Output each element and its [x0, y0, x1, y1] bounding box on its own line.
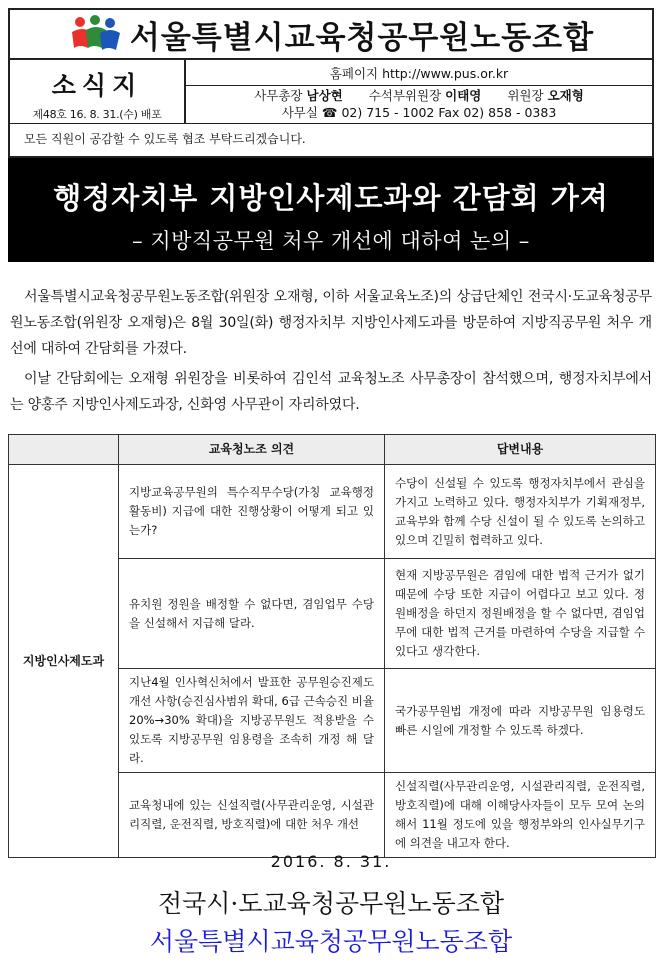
masthead-title-row [10, 10, 652, 60]
opinion-cell: 유치원 정원을 배정할 수 없다면, 겸임업무 수당을 신설해서 지급해 달라. [119, 559, 385, 669]
answer-cell: 현재 지방공무원은 겸임에 대한 법적 근거가 없기 때문에 수당 또한 지급이 어렵다고 보고 있다. 정원배정을 하던지 정원배정을 할 수 없다면, 겸임업무에 대한 법적 근거를 마련하여 수당을 지급할 수 있다고 생각한다. [385, 559, 656, 669]
homepage-link[interactable]: 홈페이지 http://www.pus.or.kr [186, 64, 652, 86]
table-header-answer: 답변내용 [385, 435, 656, 465]
opinion-cell: 교육청내에 있는 신설직렬(사무관리운영, 시설관리직렬, 운전직렬, 방호직렬)에 대한 처우 개선 [119, 773, 385, 858]
opinion-cell: 지난4월 인사혁신처에서 발표한 공무원승진제도 개선 사항(승진심사범위 확대, 6급 근속승진 비율 20%→30% 확대)을 지방공무원도 적용받을 수 있도록 지방공무원 임용령을 조속히 개정 해 달라. [119, 669, 385, 773]
masthead [8, 8, 654, 158]
issue-number: 제48호 16. 8. 31.(수) 배포 [32, 108, 162, 121]
issue-title: 소식지 [51, 71, 143, 100]
issue-date: 2016. 8. 31. [270, 852, 392, 871]
answer-cell: 신설직렬(사무관리운영, 시설관리직렬, 운전직렬, 방호직렬)에 대해 이해당사자들이 모두 모여 논의해서 11월 정도에 있을 행정부와의 인사실무기구에 의견을 내고자 한다. [385, 773, 656, 858]
category-cell: 지방인사제도과 [9, 465, 119, 858]
issue-box [10, 60, 186, 123]
paragraph-text: 서울특별시교육청공무원노동조합(위원장 오재형, 이하 서울교육노조)의 상급단체인 전국시·도교육청공무원노동조합(위원장 오재형)은 8월 30일(화) 행정자치부 지방인사제도과를 방문하여 지방직공무원 처우 개선에 대하여 간담회를 가졌다. [10, 289, 652, 357]
opinion-table [8, 434, 656, 858]
table-header-row [9, 435, 656, 465]
officer-role: 위원장 [507, 88, 544, 103]
body-paragraph [10, 366, 652, 418]
headline-subtitle: – 지방직공무원 처우 개선에 대하여 논의 – [132, 229, 530, 253]
officer-role: 사무총장 [254, 88, 303, 103]
opinion-cell: 지방교육공무원의 특수직무수당(가칭 교육행정활동비) 지급에 대한 진행상황이 어떻게 되고 있는가? [119, 465, 385, 559]
table-header-empty [9, 435, 119, 465]
org-national: 전국시·도교육청공무원노동조합 [157, 889, 505, 918]
table-header-opinion: 교육청노조 의견 [119, 435, 385, 465]
headline-banner [8, 158, 654, 262]
officer-role: 수석부위원장 [368, 88, 442, 103]
contact-box [186, 60, 652, 123]
union-logo-icon [68, 14, 122, 54]
headline-title: 행정자치부 지방인사제도과와 간담회 가져 [53, 181, 609, 215]
answer-cell: 국가공무원법 개정에 따라 지방공무원 임용령도 빠른 시일에 개정할 수 있도록 하겠다. [385, 669, 656, 773]
paragraph-text: 이날 간담회에는 오재형 위원장을 비롯하여 김인석 교육청노조 사무총장이 참석했으며, 행정자치부에서는 양홍주 지방인사제도과장, 신화영 사무관이 자리하였다. [10, 371, 652, 413]
officer-name: 남상현 [306, 88, 343, 103]
notice-text: 모든 직원이 공감할 수 있도록 협조 부탁드리겠습니다. [24, 132, 306, 146]
officers-line [186, 86, 652, 104]
union-name: 서울특별시교육청공무원노동조합 [129, 19, 595, 56]
answer-cell: 수당이 신설될 수 있도록 행정자치부에서 관심을 가지고 노력하고 있다. 행정자치부가 기획재정부, 교육부와 함께 수당 신설이 될 수 있도록 논의하고 있으며 긴밀히 협력하고 있다. [385, 465, 656, 559]
org-seoul: 서울특별시교육청공무원노동조합 [149, 927, 513, 956]
officer-name: 오재형 [547, 88, 584, 103]
masthead-info-row [10, 60, 652, 124]
office-phone: 사무실 ☎ 02) 715 - 1002 Fax 02) 858 - 0383 [281, 105, 557, 120]
body-paragraph [10, 284, 652, 362]
table-row [9, 465, 656, 559]
officer-name: 이태영 [445, 88, 482, 103]
